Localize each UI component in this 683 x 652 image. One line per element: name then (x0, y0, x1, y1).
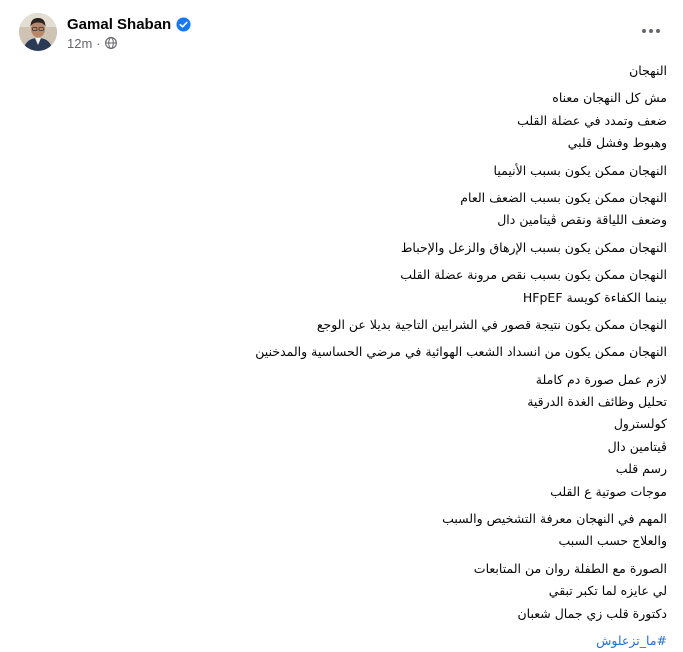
post-text-line: النهجان ممكن يكون بسبب الإرهاق والزعل والإحباط (400, 239, 667, 255)
post-text-line: النهجان ممكن يكون نتيجة قصور في الشرايين التاجية بديلا عن الوجع (316, 316, 667, 332)
post-paragraph (27, 60, 667, 82)
meta-separator: · (96, 35, 101, 51)
post-text-line: رسم قلب (615, 461, 667, 477)
post-text-line: النهجان (629, 63, 667, 78)
post-text-line: وضعف اللياقة ونقص ڤيتامين دال (497, 212, 667, 228)
more-options-button[interactable] (633, 10, 669, 46)
post-meta (67, 35, 117, 51)
post-paragraph (27, 237, 667, 259)
post-text-line: المهم في النهجان معرفة التشخيص والسبب (442, 511, 667, 527)
post-text-line: ضعف وتمدد في عضلة القلب (517, 112, 667, 128)
post-paragraph (27, 264, 667, 309)
author-name[interactable]: Gamal Shaban (67, 15, 172, 33)
avatar-photo (19, 13, 57, 51)
post-text-line: موجات صوتية ع القلب (550, 483, 667, 499)
post-text (27, 60, 667, 652)
post-text-line: النهجان ممكن يكون بسبب الضعف العام (460, 189, 667, 205)
author-name-row (67, 14, 191, 34)
post-text-line: الصورة مع الطفلة روان من المتابعات (473, 560, 667, 576)
post-paragraph (27, 160, 667, 182)
globe-icon[interactable] (105, 37, 117, 49)
post-text-line: لي عايزه لما تكبر تبقي (548, 583, 667, 599)
post-text-line: النهجان ممكن يكون بسبب الأنيميا (493, 162, 667, 178)
post-text-line: لازم عمل صورة دم كاملة (535, 371, 667, 387)
post-paragraph (27, 87, 667, 154)
post-text-line: دكتورة قلب زي جمال شعبان (517, 605, 667, 621)
post-paragraph (27, 314, 667, 336)
post-paragraph (27, 369, 667, 503)
post-text-line: النهجان ممكن يكون من انسداد الشعب الهوائية في مرضي الحساسية والمدخنين (255, 344, 667, 360)
post-paragraph (27, 558, 667, 625)
verified-badge-icon (176, 17, 191, 32)
post-text-line: كولسترول (613, 416, 667, 432)
post-text-line: وهبوط وفشل قلبي (567, 135, 667, 151)
post-paragraph (27, 508, 667, 553)
post-text-line: النهجان ممكن يكون بسبب نقص مرونة عضلة القلب (400, 267, 667, 283)
post-timestamp[interactable]: 12m (67, 35, 93, 51)
author-avatar[interactable] (19, 13, 57, 51)
post-text-line: بينما الكفاءة كويسة HFpEF (522, 289, 667, 305)
post-text-line: مش كل النهجان معناه (552, 90, 667, 106)
post-text-line: ڤيتامين دال (607, 438, 667, 454)
post-paragraph (27, 187, 667, 232)
hashtag-link[interactable]: #ما_تزعلوش (596, 632, 667, 648)
post-paragraph (27, 341, 667, 363)
post-text-line: والعلاج حسب السبب (558, 533, 667, 549)
post-header (0, 0, 683, 56)
more-options-icon (641, 19, 661, 38)
post-text-line: تحليل وظائف الغدة الدرقية (527, 394, 667, 410)
